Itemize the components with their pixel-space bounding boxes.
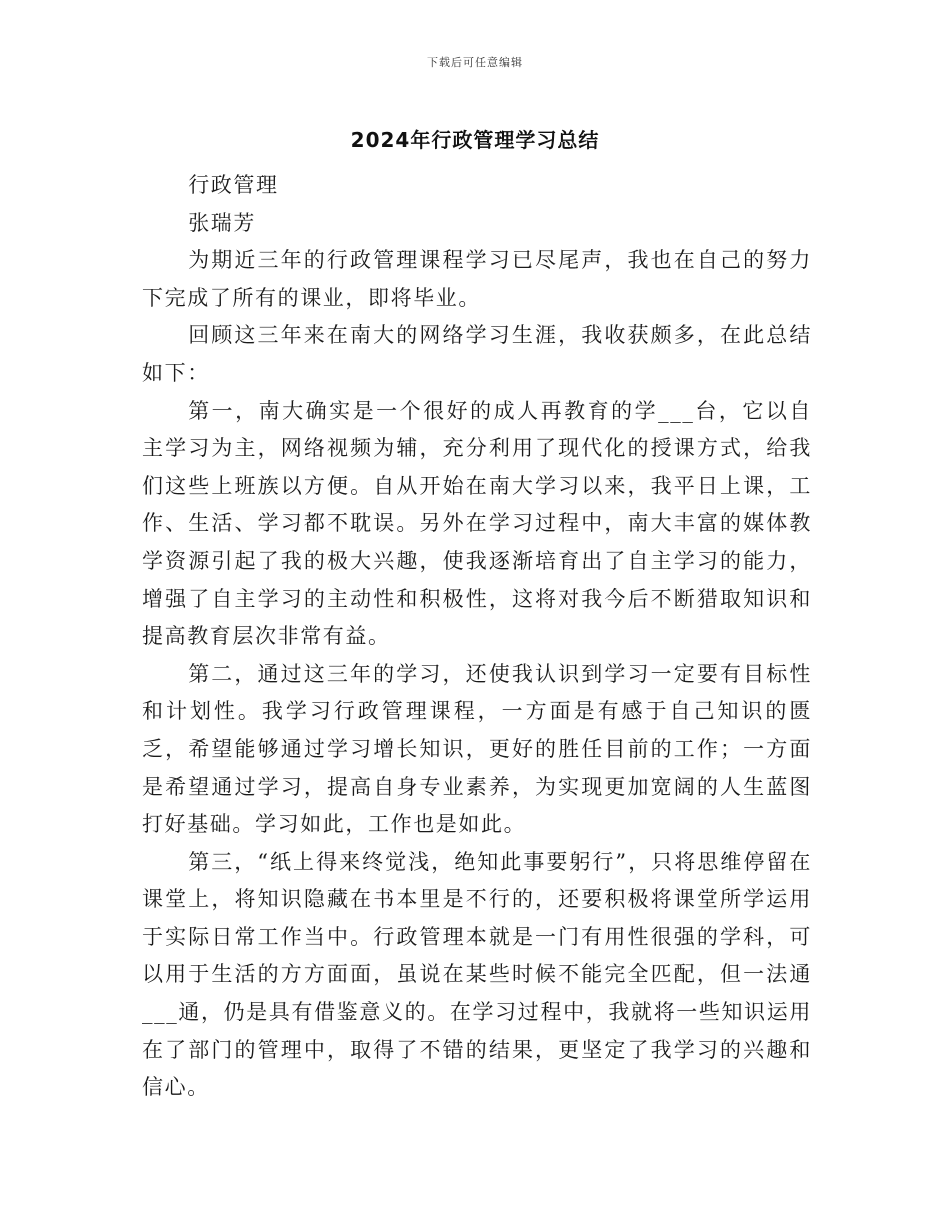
header-note: 下载后可任意编辑: [427, 56, 523, 69]
paragraph-subject: 行政管理: [188, 173, 279, 197]
paragraph-review: 回顾这三年来在南大的网络学习生涯，我收获颇多，在此总结如下：: [142, 323, 812, 385]
paragraph-first-point: 第一，南大确实是一个很好的成人再教育的学___台，它以自主学习为主，网络视频为辅，充分利用了现代化的授课方式，给我们这些上班族以方便。自从开始在南大学习以来，我平日上课，工作、生活、学习都不耽误。另外在学习过程中，南大丰富的媒体教学资源引起了我的极大兴趣，使我逐渐培育出了自主学习的能力，增强了自主学习的主动性和积极性，这将对我今后不断猎取知识和提高教育层次非常有益。: [142, 398, 812, 649]
document-body: [142, 167, 812, 1107]
document-title: 2024年行政管理学习总结: [350, 128, 600, 152]
paragraph-second-point: 第二，通过这三年的学习，还使我认识到学习一定要有目标性和计划性。我学习行政管理课程，一方面是有感于自己知识的匮乏，希望能够通过学习增长知识，更好的胜任目前的工作；一方面是希望通过学习，提高自身专业素养，为实现更加宽阔的人生蓝图打好基础。学习如此，工作也是如此。: [142, 661, 812, 837]
paragraph-author: 张瑞芳: [188, 210, 256, 235]
paragraph-intro: 为期近三年的行政管理课程学习已尽尾声，我也在自己的努力下完成了所有的课业，即将毕业。: [142, 248, 812, 310]
paragraph-third-point: 第三，“纸上得来终觉浅，绝知此事要躬行”，只将思维停留在课堂上，将知识隐藏在书本里是不行的，还要积极将课堂所学运用于实际日常工作当中。行政管理本就是一门有用性很强的学科，可以用于生活的方方面面，虽说在某些时候不能完全匹配，但一法通___通，仍是具有借鉴意义的。在学习过程中，我就将一些知识运用在了部门的管理中，取得了不错的结果，更坚定了我学习的兴趣和信心。: [142, 849, 812, 1100]
